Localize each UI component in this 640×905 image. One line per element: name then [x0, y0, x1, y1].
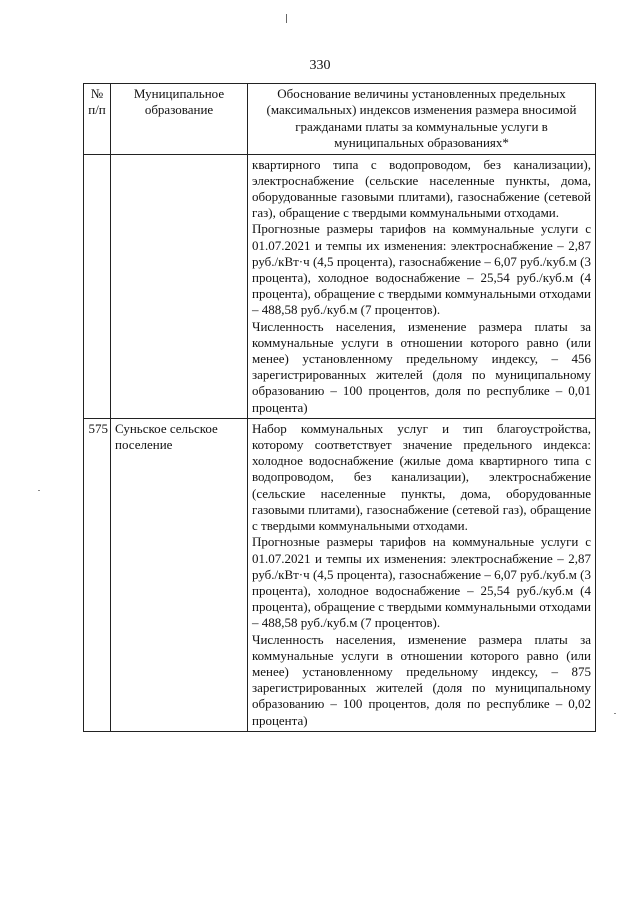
- justification-paragraph: Численность населения, изменение размера платы за коммунальные услуги в отношении которого равно (или менее) установленному предельному индексу, – 875 зарегистрированных жителей (доля по муниципальному образованию – 100 процентов, доля по республике – 0,02 процента): [252, 631, 591, 728]
- justification-paragraph: квартирного типа с водопроводом, без канализации), электроснабжение (сельские населенные пункты, дома, оборудованные газовыми плитами), газоснабжение (сетевой газ), обращение с твердыми коммунальными отходами.: [252, 156, 591, 221]
- row-num: 575: [84, 418, 111, 731]
- header-municipality: Муниципальное образование: [111, 84, 248, 155]
- justification-paragraph: Набор коммунальных услуг и тип благоустройства, которому соответствует значение предельного индекса: холодное водоснабжение (жилые дома квартирного типа с водопроводом, без канализации), электроснабжение (сельские населенные пункты, дома, оборудованные газовыми плитами), газоснабжение (сетевой газ), обращение с твердыми коммунальными отходами.: [252, 420, 591, 534]
- table-row: [84, 154, 596, 418]
- row-justification: [248, 154, 596, 418]
- scan-speck: [38, 490, 40, 491]
- tariff-table: [83, 83, 596, 732]
- table-row: [84, 418, 596, 731]
- row-num: [84, 154, 111, 418]
- table-header-row: [84, 84, 596, 155]
- scan-mark: [286, 14, 287, 23]
- row-justification: [248, 418, 596, 731]
- row-municipality: [111, 154, 248, 418]
- row-municipality: Суньское сельское поселение: [111, 418, 248, 731]
- justification-paragraph: Прогнозные размеры тарифов на коммунальные услуги с 01.07.2021 и темпы их изменения: электроснабжение – 2,87 руб./кВт·ч (4,5 процента), газоснабжение – 6,07 руб./куб.м (3 процента), холодное водоснабжение – 25,54 руб./куб.м (4 процента), обращение с твердыми коммунальными отходами – 488,58 руб./куб.м (7 процентов).: [252, 534, 591, 631]
- justification-paragraph: Численность населения, изменение размера платы за коммунальные услуги в отношении которого равно (или менее) установленному предельному индексу, – 456 зарегистрированных жителей (доля по муниципальному образованию – 100 процентов, доля по республике – 0,01 процента): [252, 318, 591, 415]
- scan-speck: [614, 713, 616, 714]
- page-number: 330: [309, 58, 331, 73]
- justification-paragraph: Прогнозные размеры тарифов на коммунальные услуги с 01.07.2021 и темпы их изменения: электроснабжение – 2,87 руб./кВт·ч (4,5 процента), газоснабжение – 6,07 руб./куб.м (3 процента), холодное водоснабжение – 25,54 руб./куб.м (4 процента), обращение с твердыми коммунальными отходами – 488,58 руб./куб.м (7 процентов).: [252, 221, 591, 318]
- header-justification: Обоснование величины установленных предельных (максимальных) индексов изменения размера вносимой гражданами платы за коммунальные услуги в муниципальных образованиях*: [248, 84, 596, 155]
- header-num: № п/п: [84, 84, 111, 155]
